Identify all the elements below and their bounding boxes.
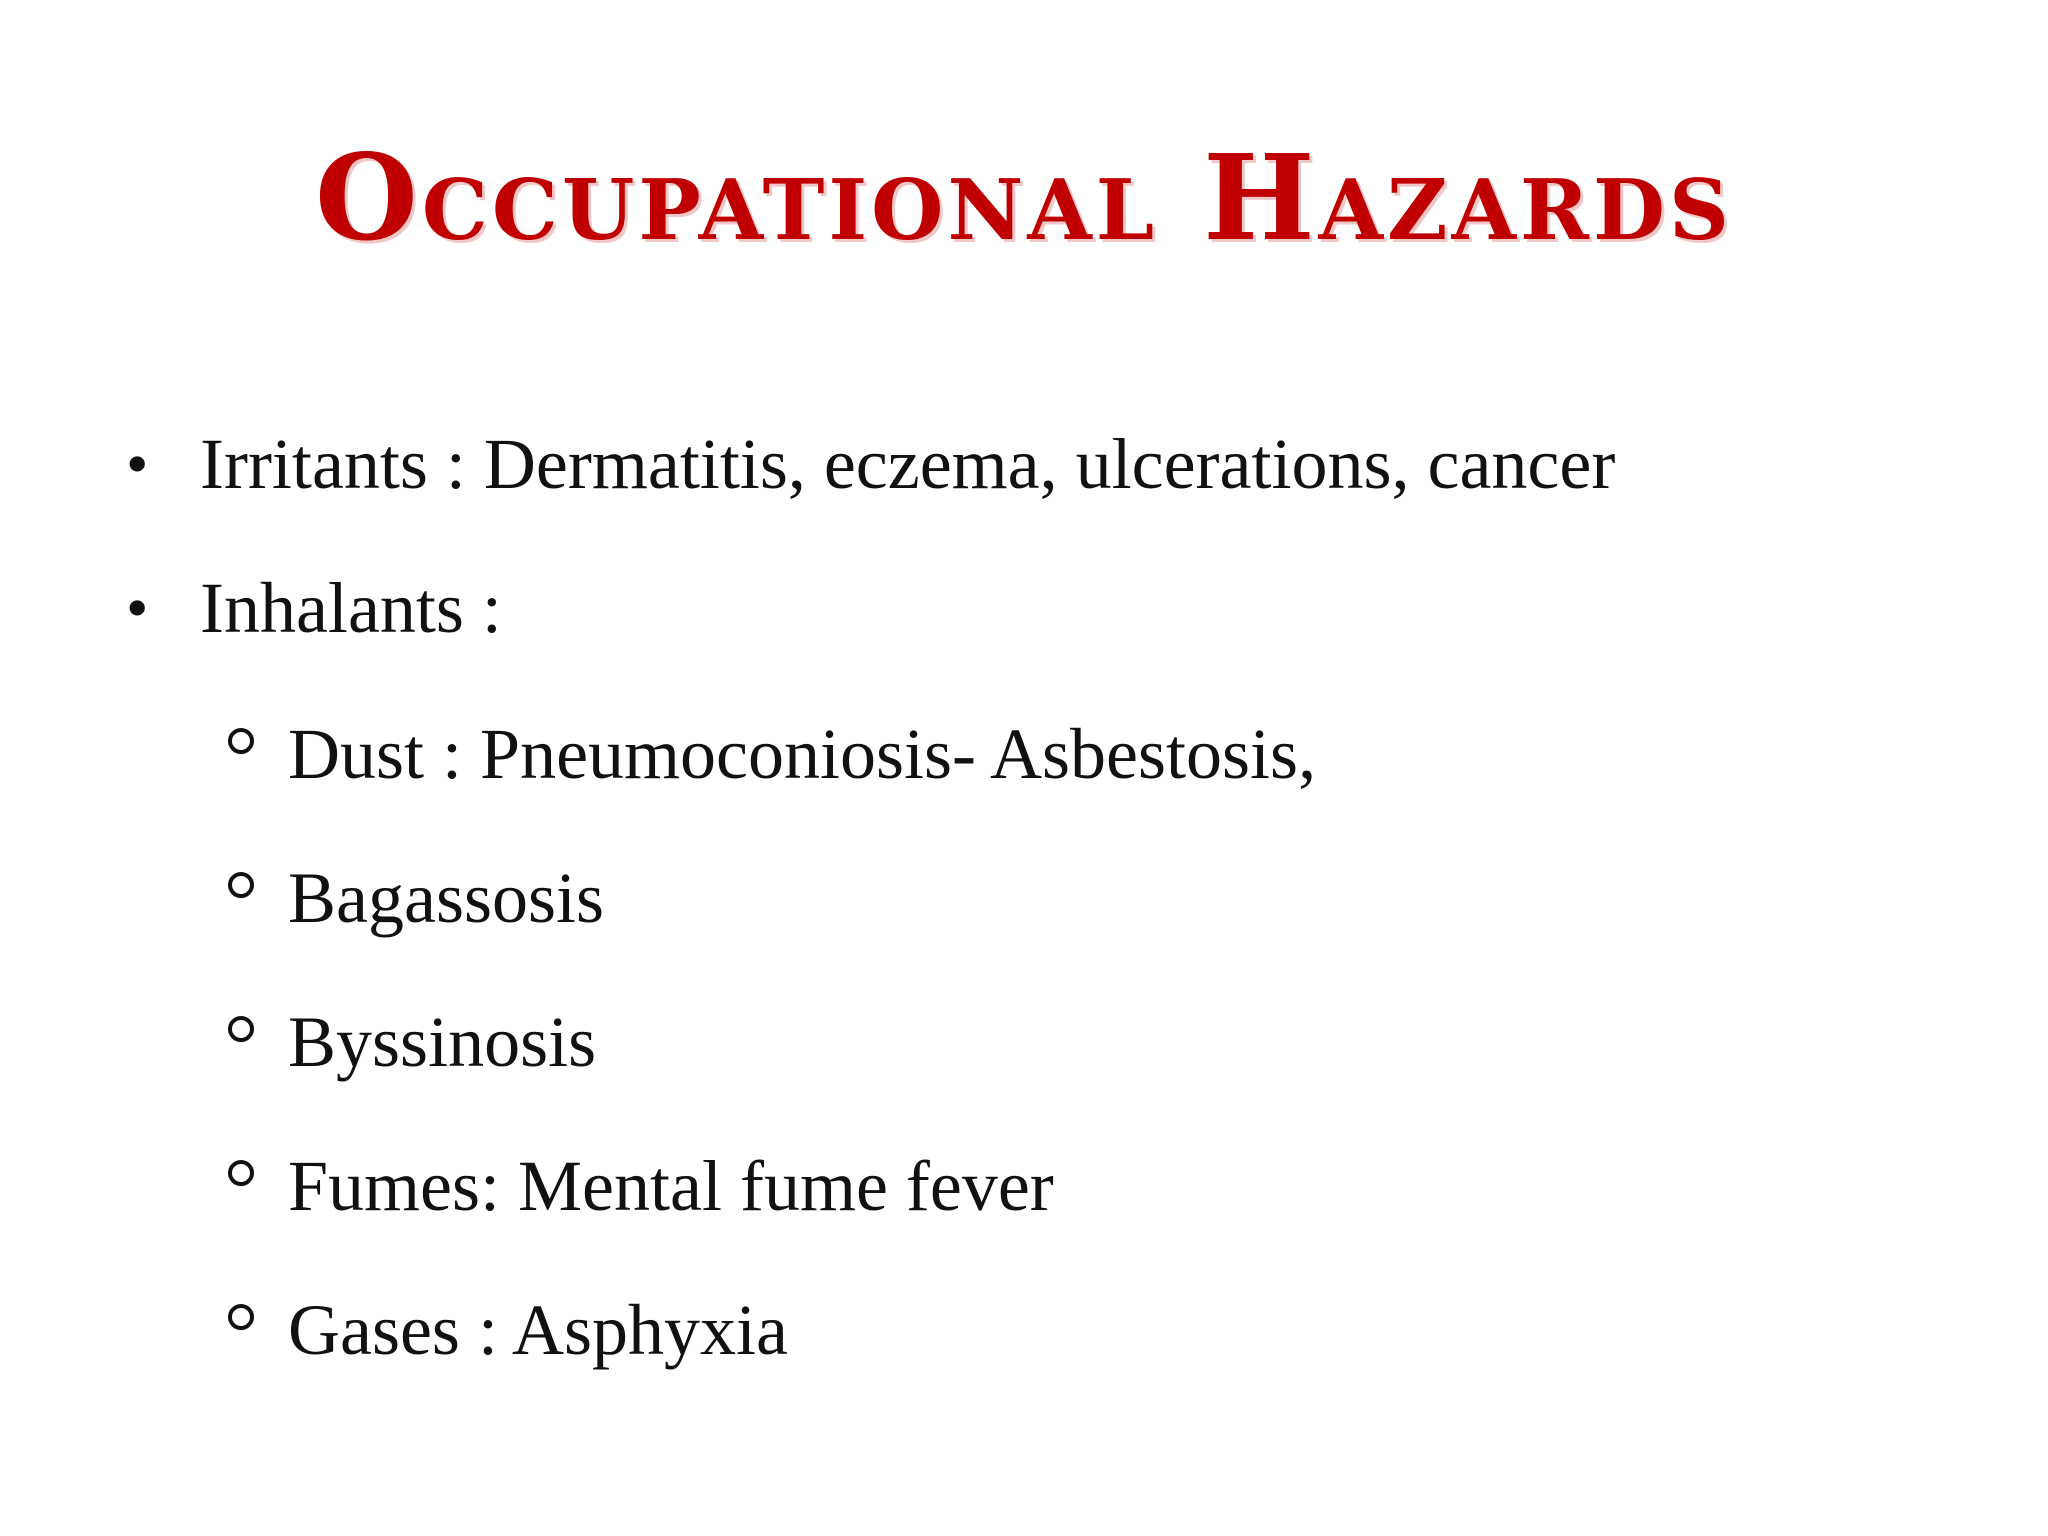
sub-bullet-text: Fumes: Mental fume fever [288, 1146, 1054, 1226]
bullet-item-irritants [126, 422, 1616, 506]
sub-bullet-text: Bagassosis [288, 858, 605, 938]
hollow-circle-bullet-icon [228, 1160, 254, 1186]
sub-bullet-item-gases [288, 1288, 788, 1372]
hollow-circle-bullet-icon [228, 1016, 254, 1042]
bullet-text: Irritants : Dermatitis, eczema, ulcerations, cancer [200, 424, 1616, 504]
bullet-dot-icon: • [126, 428, 149, 499]
sub-bullet-text: Dust : Pneumoconiosis- Asbestosis, [288, 714, 1317, 794]
sub-bullet-text: Gases : Asphyxia [288, 1290, 788, 1370]
sub-bullet-item-fumes [288, 1144, 1054, 1228]
sub-bullet-item-byssinosis [288, 1000, 596, 1084]
bullet-text: Inhalants : [200, 568, 502, 648]
bullet-dot-icon: • [126, 572, 149, 643]
sub-bullet-text: Byssinosis [288, 1002, 597, 1082]
bullet-item-inhalants [126, 566, 502, 650]
sub-bullet-item-bagassosis [288, 856, 604, 940]
hollow-circle-bullet-icon [228, 1304, 254, 1330]
hollow-circle-bullet-icon [228, 728, 254, 754]
hollow-circle-bullet-icon [228, 872, 254, 898]
slide-title: Occupational Hazards [315, 128, 1733, 267]
sub-bullet-item-dust [288, 712, 1316, 796]
